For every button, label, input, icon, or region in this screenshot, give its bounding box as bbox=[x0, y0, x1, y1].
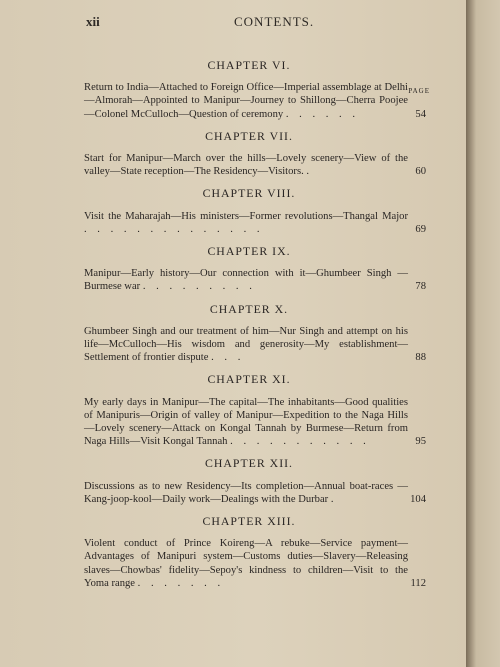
summary-text: Discussions as to new Residency—Its completion—Annual boat-races —Kang-joop-kool—Daily work—Dealings with the Durbar bbox=[84, 480, 408, 505]
chapter-entry bbox=[84, 301, 426, 365]
chapter-summary bbox=[84, 210, 426, 236]
chapter-title: CHAPTER VII. bbox=[205, 128, 293, 143]
summary-text: Violent conduct of Prince Koireng—A rebuke—Service payment—Advantages of Manipuri system—Customs duties—Slavery—Releasing slaves—Chowbas' fidelity—Sepoy's kindness to children—Visit to the Yoma range bbox=[84, 538, 408, 589]
contents-list bbox=[84, 50, 430, 590]
page-ref: 69 bbox=[415, 223, 426, 235]
adjacent-page-edge bbox=[466, 0, 500, 667]
page-ref: 88 bbox=[415, 352, 426, 364]
chapter-entry bbox=[84, 186, 426, 236]
chapter-summary bbox=[84, 81, 430, 121]
chapter-summary bbox=[84, 396, 426, 449]
chapter-entry bbox=[84, 128, 426, 179]
running-title: CONTENTS. bbox=[234, 14, 315, 29]
chapter-title: CHAPTER VIII. bbox=[202, 186, 296, 201]
chapter-entry bbox=[84, 244, 426, 294]
chapter-summary bbox=[84, 152, 426, 178]
dot-leaders: . bbox=[330, 493, 338, 505]
chapter-title: CHAPTER X. bbox=[209, 301, 289, 316]
summary-text: Start for Manipur—March over the hills—Lovely scenery—View of the valley—State reception—The Residency—Visitors. bbox=[84, 153, 408, 178]
chapter-entry bbox=[84, 456, 426, 506]
dot-leaders: . . . . . . . . . bbox=[142, 281, 256, 293]
dot-leaders: . . . . . . . . . . . bbox=[230, 436, 370, 448]
summary-text: Visit the Maharajah—His ministers—Former revolutions—Thangal Major bbox=[84, 210, 408, 222]
page-number: xii bbox=[86, 14, 100, 29]
chapter-title: CHAPTER XIII. bbox=[202, 514, 296, 529]
dot-leaders: . bbox=[306, 166, 314, 178]
summary-text: Ghumbeer Singh and our treatment of him—Nur Singh and attempt on his life—McCulloch—His wisdom and generosity—My establishment—Settlement of frontier dispute bbox=[84, 325, 408, 364]
page-ref: 104 bbox=[410, 493, 426, 505]
chapter-title: CHAPTER XII. bbox=[204, 456, 294, 471]
summary-text: My early days in Manipur—The capital—The inhabitants—Good qualities of Manipuris—Origin of valley of Manipur—Expedition to the Naga Hills—Lovely scenery—Attack on Kongal Tannah by Burmese—Return from Naga Hills—Visit Kongal Tannah bbox=[84, 396, 408, 448]
page-ref: 60 bbox=[415, 166, 426, 178]
dot-leaders: . . . . . . . . . . . . . . bbox=[84, 223, 264, 235]
page-column-label: PAGE bbox=[408, 87, 430, 96]
chapter-entry bbox=[84, 372, 426, 448]
chapter-title: CHAPTER IX. bbox=[207, 244, 291, 259]
chapter-title: CHAPTER VI. bbox=[207, 58, 291, 72]
chapter-title: CHAPTER XI. bbox=[207, 372, 291, 387]
chapter-entry bbox=[84, 514, 426, 590]
page-ref: 95 bbox=[415, 436, 426, 448]
page-ref: 54 bbox=[415, 108, 426, 120]
dot-leaders: . . . bbox=[211, 352, 245, 364]
summary-text: Manipur—Early history—Our connection with it—Ghumbeer Singh —Burmese war bbox=[84, 268, 408, 293]
chapter-entry bbox=[84, 58, 430, 121]
summary-text: Return to India—Attached to Foreign Office—Imperial assemblage at Delhi—Almorah—Appointed to Manipur—Journey to Shillong—Cherra Poojee—Colonel McCulloch—Question of ceremony bbox=[84, 82, 408, 120]
dot-leaders: . . . . . . bbox=[285, 108, 359, 120]
chapter-summary bbox=[84, 537, 426, 590]
page-ref: 78 bbox=[415, 281, 426, 293]
chapter-summary bbox=[84, 267, 426, 293]
page-ref: 112 bbox=[410, 577, 426, 589]
chapter-summary bbox=[84, 480, 426, 506]
dot-leaders: . . . . . . . bbox=[137, 577, 225, 589]
chapter-summary bbox=[84, 325, 426, 365]
